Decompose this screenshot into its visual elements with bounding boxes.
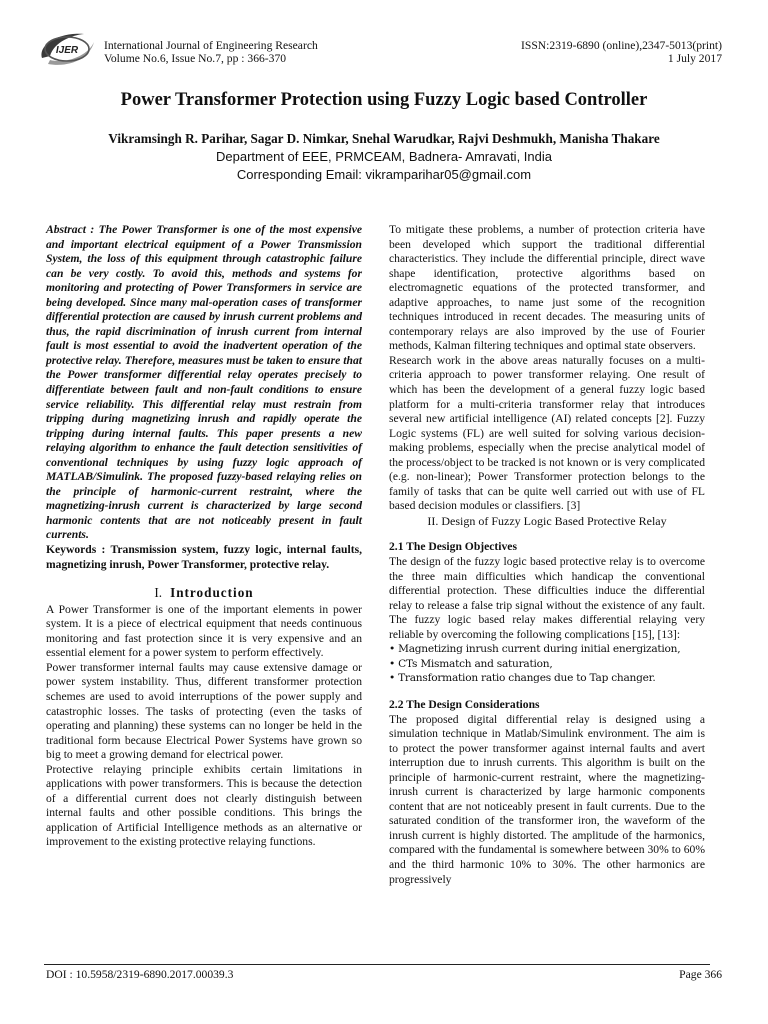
corresponding-email: Corresponding Email: vikramparihar05@gmail.com	[236, 167, 532, 182]
paper-title: Power Transformer Protection using Fuzzy Logic based Controller	[120, 90, 648, 110]
section-number: I.	[154, 585, 163, 601]
abstract: Abstract : The Power Transformer is one of the most expensive and important electrical equipment of a Power Transmission System, the loss of this equipment through catastrophic failure can be very costly. To avoid this, methods and systems for monitoring and protecting of Power Transformers in service are being developed. Since many mal-operation cases of transformer differential protection are caused by inrush current problems and thus, the rapid discrimination of inrush current from internal fault is most essential to avoid the inadvertent operation of the protective relay. Therefore, measures must be taken to ensure that the Power transformer differential relay operates precisely to differentiate between fault and non-fault conditions to ensure service reliability. This differential relay must restrain from tripping during magnetizing inrush and rapidly operate the tripping during internal faults. This paper presents a new relaying algorithm to enhance the fault detection sensitivities of conventional techniques by using fuzzy logic approach of MATLAB/Simulink. The proposed fuzzy-based relaying relies on the principle of harmonic-current restraint, where the magnetizing-inrush current is characterized by large second harmonic contents that are not noticeably present in fault currents.	[46, 223, 362, 542]
page-number: Page 366	[679, 968, 722, 981]
journal-header	[104, 39, 318, 65]
subsection-heading-considerations: 2.2 The Design Considerations	[389, 697, 540, 711]
journal-name: International Journal of Engineering Research	[104, 39, 318, 52]
left-column	[46, 223, 362, 850]
list-item: • CTs Mismatch and saturation,	[389, 657, 553, 670]
footer-divider	[44, 964, 710, 965]
issn-header	[521, 39, 722, 65]
author-list: Vikramsingh R. Parihar, Sagar D. Nimkar, Snehal Warudkar, Rajvi Deshmukh, Manisha Thakare	[108, 131, 660, 146]
intro-paragraph-3: Protective relaying principle exhibits certain limitations in applications with power transformers. This is because the detection of a differential current does not clearly distinguish between internal faults and other possible conditions. This brings the application of Artificial Intelligence methods as an alternative or improvement to the existing protective relaying functions.	[46, 762, 362, 849]
logo-text: IJER	[55, 45, 79, 56]
publication-date: 1 July 2017	[667, 52, 722, 65]
intro-paragraph-1: A Power Transformer is one of the important elements in power system. It is a piece of electrical equipment that needs continuous monitoring and fast protection since it is very expensive and an essential element for a power system to perform effectively.	[46, 602, 362, 660]
journal-logo	[36, 28, 98, 68]
section-title: Introduction	[170, 585, 254, 601]
section-heading-design: II. Design of Fuzzy Logic Based Protective Relay	[427, 513, 667, 528]
affiliation: Department of EEE, PRMCEAM, Badnera- Amravati, India	[216, 149, 552, 164]
volume-info: Volume No.6, Issue No.7, pp : 366-370	[104, 52, 287, 65]
doi: DOI : 10.5958/2319-6890.2017.00039.3	[46, 968, 234, 981]
issn: ISSN:2319-6890 (online),2347-5013(print)	[521, 39, 722, 52]
objectives-paragraph: The design of the fuzzy logic based protective relay is to overcome the three main difficulties which handicap the conventional differential protection. These difficulties induce the differential relay to release a false trip signal without the existence of any fault. The fuzzy logic based relay makes differential relaying very reliable by overcoming the following complications [15], [13]:	[389, 555, 705, 641]
mitigation-paragraph: To mitigate these problems, a number of protection criteria have been developed which support the traditional differential characteristics. They include the differential principle, direct wave shape identification, protective algorithms based on electromagnetic equations of the protected transformer, and adaptive approaches, to name just some of the recognition techniques introduced in recent decades. The measuring units of contemporary relays are also improved by the use of Fourier methods, Kalman filtering techniques and optimal state observers.	[389, 223, 705, 353]
intro-paragraph-2: Power transformer internal faults may cause extensive damage or power system instability. Thus, different transformer protection schemes are used to avoid interruptions of the power supply and catastrophic losses. The tasks of protecting (even the tasks of operating and planning) these systems can no longer be held in the traditional form because Electrical Power Systems have grown so big to meet a growing demand for electrical power.	[46, 660, 362, 762]
right-column	[389, 223, 705, 887]
considerations-paragraph: The proposed digital differential relay is designed using a simulation technique in Matlab/Simulink environment. The aim is to protect the power transformer against internal faults and avert interruption due to inrush currents. This algorithm is built on the principle of harmonic-current restraint, where the magnetizing-inrush current is characterized by large harmonic components content that are not noticeably present in fault currents. Due to the saturated condition of the transformer iron, the waveform of the inrush current is highly distorted. The amplitude of the harmonics, compared with the fundamental is somewhere between 30% to 60% and the third harmonic 10% to 30%. The other harmonics are progressively	[389, 712, 705, 886]
list-item: • Transformation ratio changes due to Tap changer.	[389, 672, 656, 685]
complications-list	[389, 642, 705, 686]
list-item: • Magnetizing inrush current during initial energization,	[389, 643, 681, 656]
research-paragraph: Research work in the above areas naturally focuses on a multi-criteria approach to power transformer relaying. One result of which has been the development of a general fuzzy logic based platform for a multi-criteria transformer relay that introduces several new artificial intelligence (AI) related concepts [2]. Fuzzy Logic systems (FL) are well suited for solving various decision-making problems, especially when the precise analytical model of the process/object to be tracked is not known or is very complicated (e.g. non-linear); Power Transformer protection belongs to the family of tasks that can be quite well carried out with use of FL based decision modules or classifiers. [3]	[389, 353, 705, 513]
keywords: Keywords : Transmission system, fuzzy logic, internal faults, magnetizing inrush, Power Transformer, protective relay.	[46, 543, 362, 571]
subsection-heading-objectives: 2.1 The Design Objectives	[389, 540, 517, 554]
section-heading-introduction	[46, 586, 362, 601]
